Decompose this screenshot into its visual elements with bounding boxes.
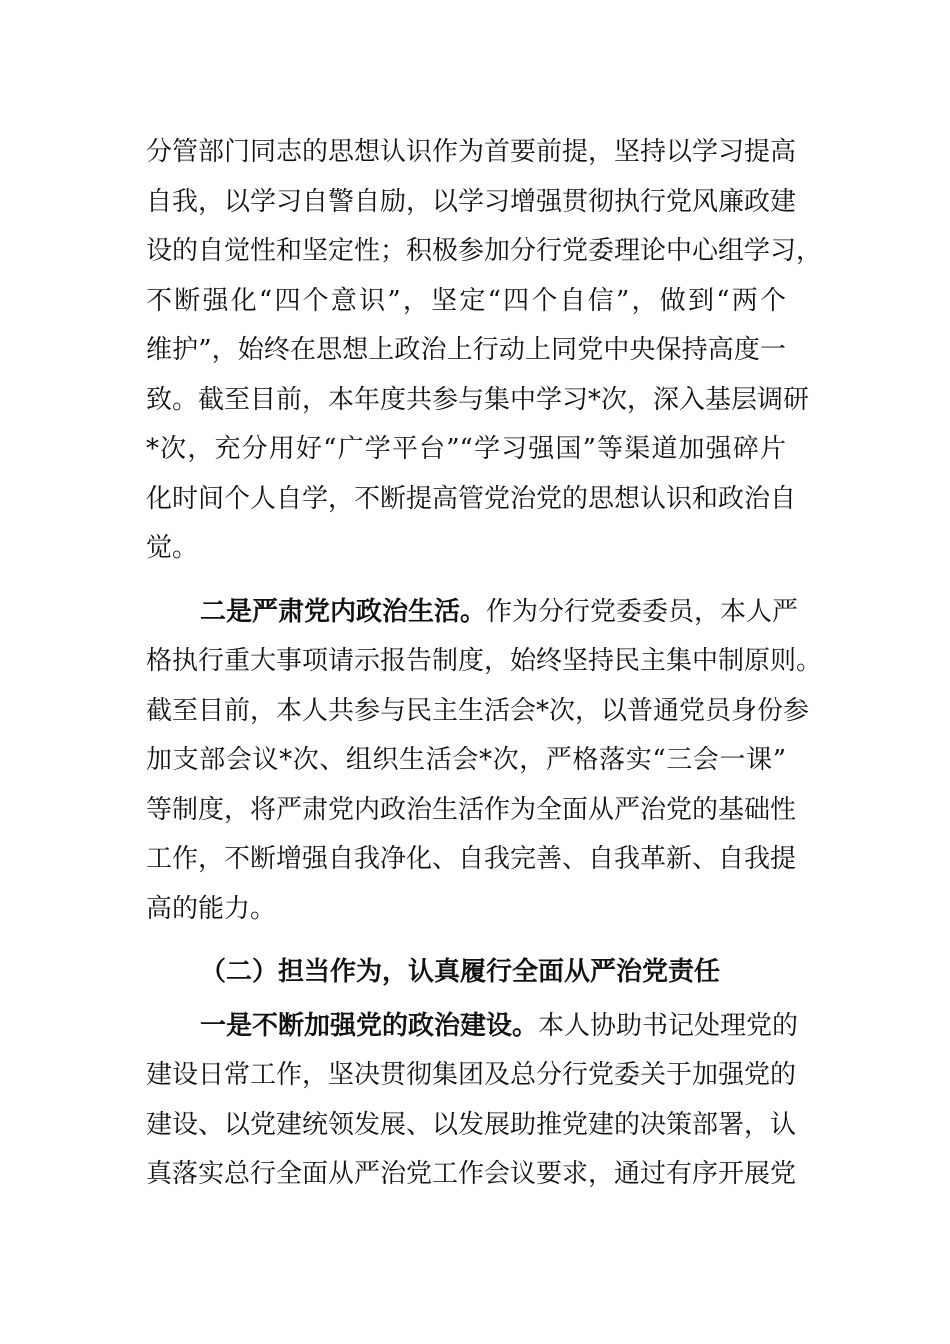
paragraph-1 (146, 128, 823, 574)
text-line: 不断强化“四个意识”，坚定“四个自信”，做到“两个 (146, 285, 786, 316)
paragraph-lead: 二是严肃党内政治生活。 (200, 596, 487, 627)
text-line: 建设日常工作，坚决贯彻集团及总分行党委关于加强党的 (146, 1060, 797, 1090)
text-line: 工作，不断增强自我净化、自我完善、自我革新、自我提 (146, 844, 797, 874)
text-run: 作为分行党委委员，本人严 (486, 596, 799, 627)
text-line (146, 588, 799, 638)
paragraph-3 (146, 1002, 799, 1200)
text-line: 加支部会议*次、组织生活会*次，严格落实“三会一课” (146, 745, 786, 775)
text-line: 自我，以学习自警自励，以学习增强贯彻执行党风廉政建 (146, 186, 797, 217)
paragraph-2 (146, 588, 823, 935)
text-line: 设的自觉性和坚定性；积极参加分行党委理论中心组学习， (146, 236, 823, 266)
text-line: 高的能力。 (146, 893, 277, 924)
text-line: 觉。 (146, 533, 199, 563)
document-page (146, 128, 823, 1200)
text-run: 本人协助书记处理党的 (538, 1010, 799, 1041)
text-line: 分管部门同志的思想认识作为首要前提，坚持以学习提高 (146, 137, 797, 167)
text-line: 致。截至目前，本年度共参与集中学习*次，深入基层调研 (146, 384, 810, 415)
paragraph-lead: 一是不断加强党的政治建设。 (200, 1010, 539, 1041)
text-line: 格执行重大事项请示报告制度，始终坚持民主集中制原则。 (146, 646, 823, 676)
text-line (146, 1002, 799, 1052)
text-line: 截至目前，本人共参与民主生活会*次，以普通党员身份参 (146, 695, 810, 726)
section-heading: （二）担当作为，认真履行全面从严治党责任 (200, 957, 721, 987)
text-line: 建设、以党建统领发展、以发展助推党建的决策部署，认 (146, 1109, 797, 1140)
text-line: *次，充分用好“广学平台”“学习强国”等渠道加强碎片 (146, 434, 786, 464)
text-line: 化时间个人自学，不断提高管党治党的思想认识和政治自 (146, 483, 797, 514)
text-line: 等制度，将严肃党内政治生活作为全面从严治党的基础性 (146, 794, 797, 825)
text-line: 真落实总行全面从严治党工作会议要求，通过有序开展党 (146, 1159, 797, 1189)
text-line: 维护”，始终在思想上政治上行动上同党中央保持高度一 (146, 335, 786, 365)
